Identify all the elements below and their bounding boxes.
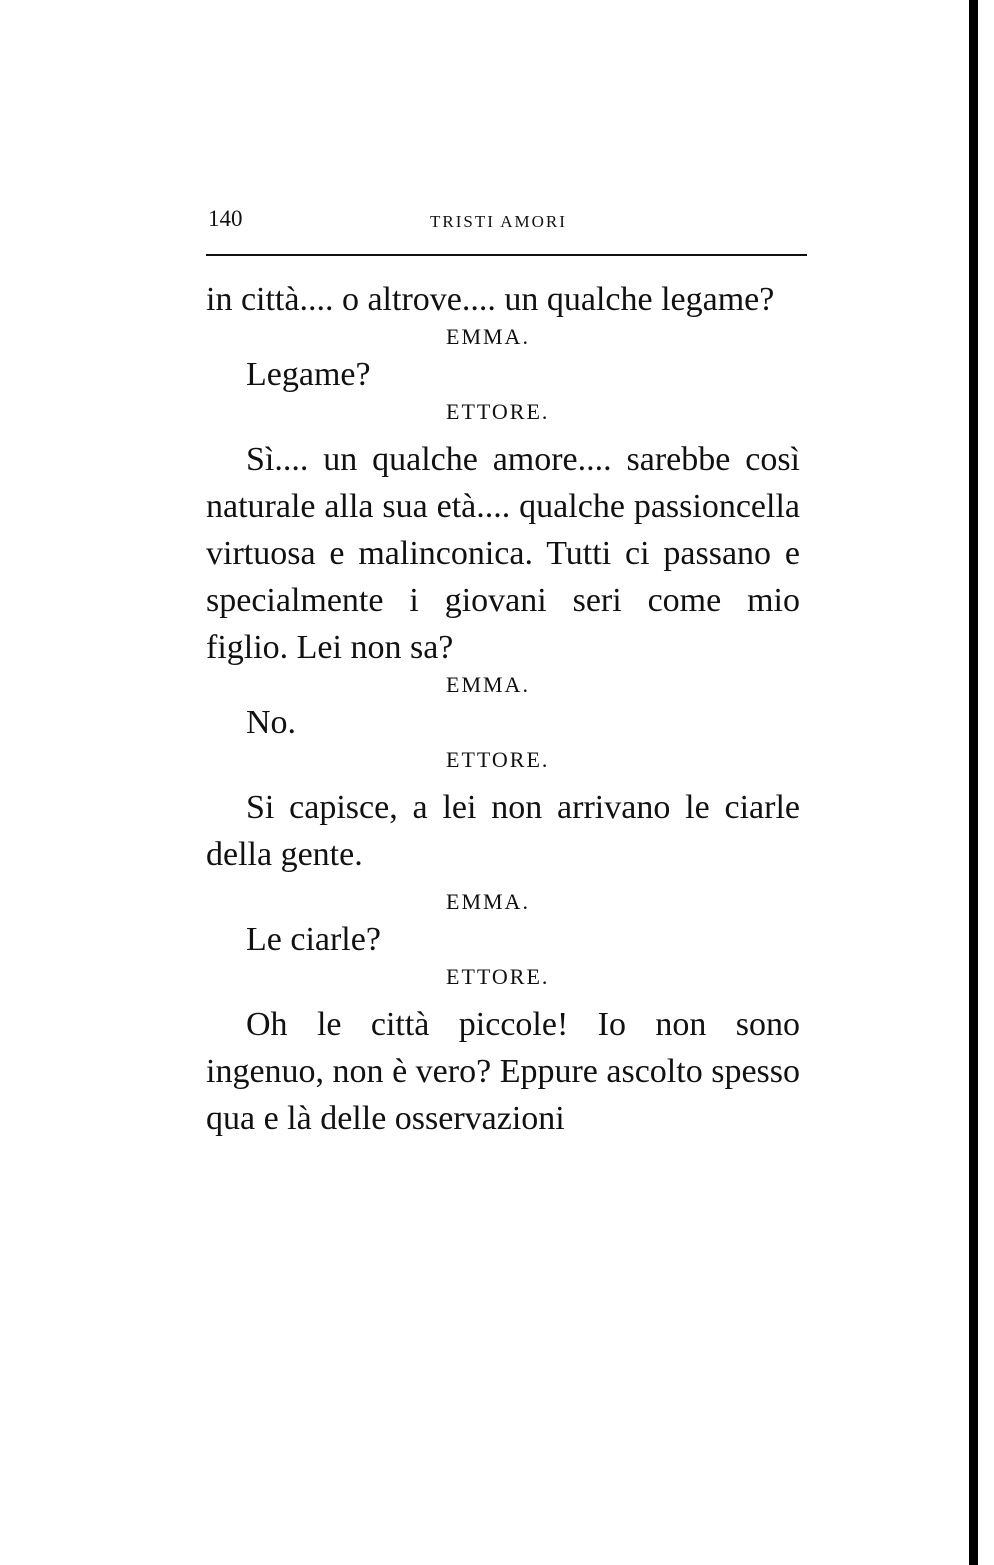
paragraph: No. xyxy=(246,704,297,741)
paragraph: Oh le città piccole! Io non sono ingenuo, non è vero? Eppure ascolto spesso qua e là delle osservazioni xyxy=(206,1006,800,1137)
speaker-label: EMMA. xyxy=(446,324,530,349)
speaker-label: ETTORE. xyxy=(446,964,550,989)
running-title: TRISTI AMORI xyxy=(430,212,567,231)
header-rule xyxy=(206,254,807,256)
paragraph: Legame? xyxy=(246,356,371,393)
paragraph: Le ciarle? xyxy=(246,921,381,958)
speaker-label: EMMA. xyxy=(446,889,530,914)
page-edge-shadow xyxy=(969,0,978,1565)
paragraph: Si capisce, a lei non arrivano le ciarle della gente. xyxy=(206,789,800,873)
speaker-label: ETTORE. xyxy=(446,399,550,424)
paragraph: Sì.... un qualche amore.... sarebbe così naturale alla sua età.... qualche passioncella virtuosa e malinconica. Tutti ci passano e specialmente i giovani seri come mio figlio. Lei non sa? xyxy=(206,441,800,666)
paragraph: in città.... o altrove.... un qualche legame? xyxy=(206,281,775,318)
page-number: 140 xyxy=(208,206,243,231)
page-body xyxy=(206,276,800,1142)
speaker-label: EMMA. xyxy=(446,672,530,697)
speaker-label: ETTORE. xyxy=(446,747,550,772)
